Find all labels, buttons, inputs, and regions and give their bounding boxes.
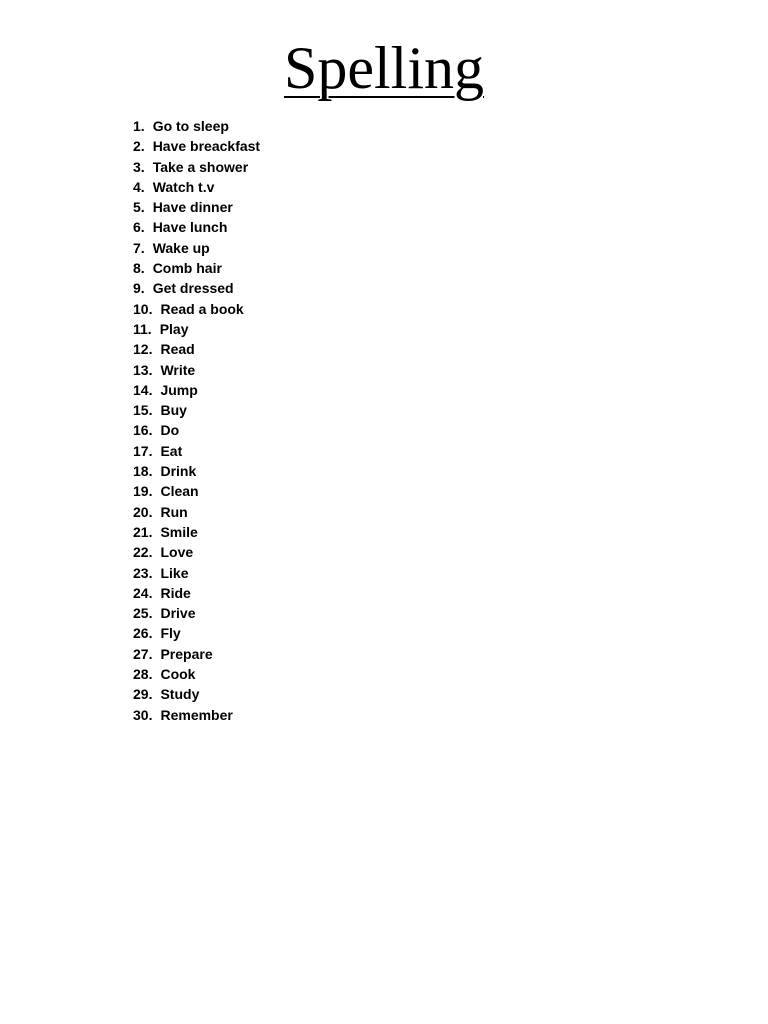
- item-number: 25.: [133, 605, 153, 622]
- item-text: Love: [160, 544, 194, 561]
- item-text: Remember: [160, 706, 233, 723]
- item-number: 9.: [133, 280, 145, 297]
- list-item: [133, 319, 260, 339]
- list-item: [133, 481, 260, 501]
- item-text: Drink: [160, 463, 197, 480]
- list-item: [133, 441, 260, 461]
- list-item: [133, 563, 260, 583]
- list-item: [133, 522, 260, 542]
- item-number: 19.: [133, 483, 153, 500]
- list-item: [133, 360, 260, 380]
- item-number: 4.: [133, 178, 145, 195]
- item-text: Drive: [160, 605, 196, 622]
- item-number: 24.: [133, 584, 153, 601]
- page-title-text: Spelling: [283, 35, 484, 101]
- list-item: [133, 542, 260, 562]
- item-text: Have breackfast: [152, 138, 261, 155]
- item-number: 8.: [133, 260, 145, 277]
- item-text: Jump: [160, 381, 198, 398]
- item-text: Run: [160, 503, 188, 520]
- item-text: Do: [160, 422, 180, 439]
- list-item: [133, 116, 260, 136]
- item-number: 10.: [133, 300, 153, 317]
- item-text: Buy: [160, 402, 187, 419]
- list-item: [133, 400, 260, 420]
- item-number: 26.: [133, 625, 153, 642]
- page-title: [0, 32, 768, 104]
- item-number: 3.: [133, 158, 145, 175]
- item-text: Fly: [160, 625, 181, 642]
- list-item: [133, 603, 260, 623]
- item-text: Cook: [160, 666, 196, 683]
- item-number: 6.: [133, 219, 145, 236]
- item-text: Have dinner: [152, 199, 233, 216]
- item-number: 13.: [133, 361, 153, 378]
- list-item: [133, 502, 260, 522]
- item-text: Comb hair: [152, 260, 222, 277]
- item-number: 12.: [133, 341, 153, 358]
- list-item: [133, 664, 260, 684]
- list-item: [133, 238, 260, 258]
- item-text: Eat: [160, 442, 183, 459]
- item-number: 22.: [133, 544, 153, 561]
- item-text: Play: [159, 320, 189, 337]
- item-text: Wake up: [152, 239, 210, 256]
- item-number: 29.: [133, 686, 153, 703]
- item-text: Clean: [160, 483, 199, 500]
- item-text: Read a book: [160, 300, 244, 317]
- item-text: Smile: [160, 523, 198, 540]
- item-number: 18.: [133, 463, 153, 480]
- item-text: Study: [160, 686, 200, 703]
- list-item: [133, 623, 260, 643]
- list-item: [133, 278, 260, 298]
- item-number: 16.: [133, 422, 153, 439]
- list-item: [133, 258, 260, 278]
- list-item: [133, 217, 260, 237]
- list-item: [133, 177, 260, 197]
- item-text: Watch t.v: [152, 178, 215, 195]
- item-number: 11.: [133, 320, 152, 337]
- item-number: 21.: [133, 523, 153, 540]
- list-item: [133, 380, 260, 400]
- item-number: 5.: [133, 199, 145, 216]
- item-text: Have lunch: [152, 219, 228, 236]
- item-number: 7.: [133, 239, 145, 256]
- item-text: Go to sleep: [152, 118, 229, 134]
- item-number: 30.: [133, 706, 153, 723]
- list-item: [133, 705, 260, 725]
- list-item: [133, 157, 260, 177]
- item-number: 23.: [133, 564, 153, 581]
- list-item: [133, 684, 260, 704]
- list-item: [133, 299, 260, 319]
- item-text: Like: [160, 564, 189, 581]
- item-text: Take a shower: [152, 158, 249, 175]
- item-text: Ride: [160, 584, 191, 601]
- list-item: [133, 583, 260, 603]
- item-number: 15.: [133, 402, 153, 419]
- item-number: 2.: [133, 138, 145, 155]
- list-item: [133, 136, 260, 156]
- list-item: [133, 461, 260, 481]
- list-item: [133, 420, 260, 440]
- list-item: [133, 644, 260, 664]
- item-number: 20.: [133, 503, 153, 520]
- item-text: Get dressed: [152, 280, 234, 297]
- item-text: Write: [160, 361, 196, 378]
- list-item: [133, 339, 260, 359]
- item-text: Read: [160, 341, 195, 358]
- item-number: 27.: [133, 645, 153, 662]
- item-number: 14.: [133, 381, 153, 398]
- item-number: 17.: [133, 442, 153, 459]
- item-number: 1.: [133, 118, 145, 134]
- item-number: 28.: [133, 666, 153, 683]
- spelling-word-list: [133, 116, 260, 725]
- list-item: [133, 197, 260, 217]
- item-text: Prepare: [160, 645, 213, 662]
